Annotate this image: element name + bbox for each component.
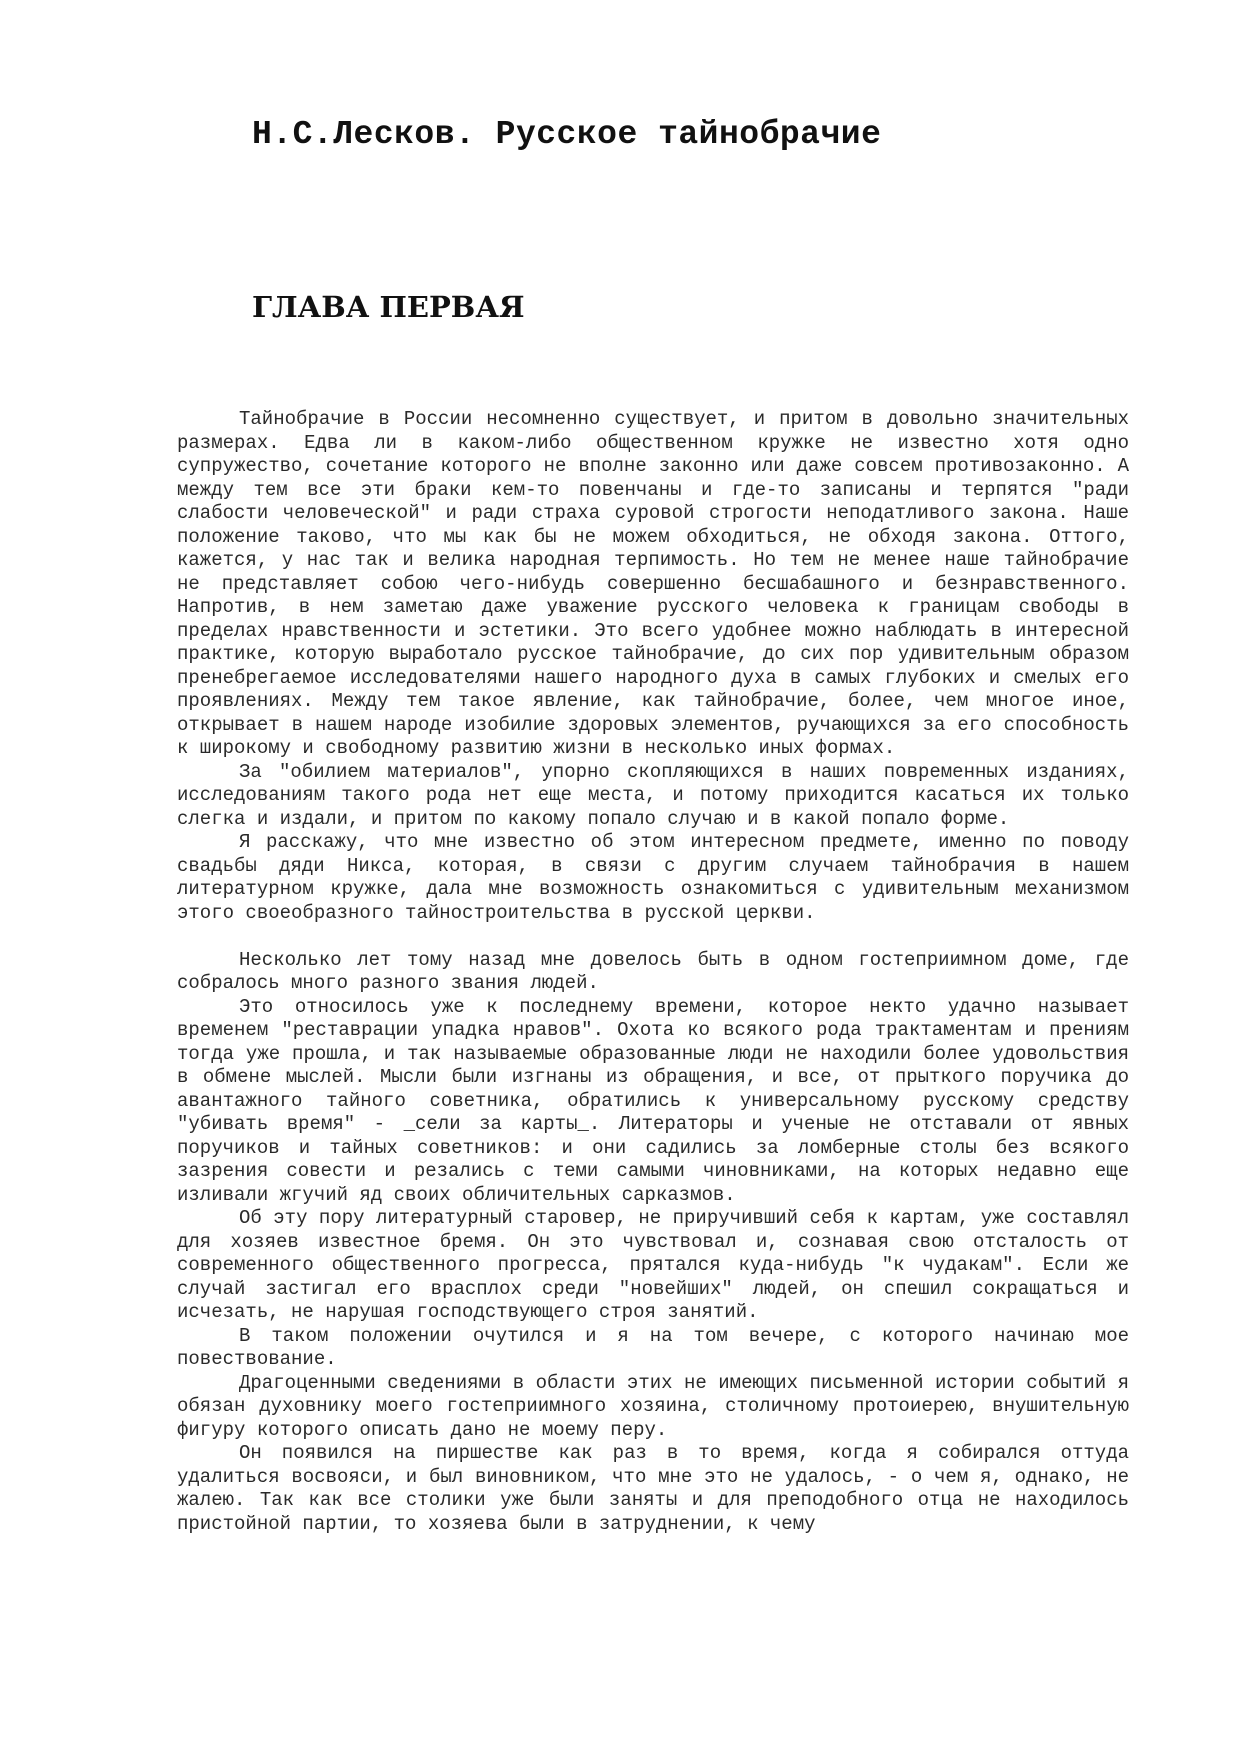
paragraph: Несколько лет тому назад мне довелось быть в одном гостеприимном доме, где собралось много разного звания людей. [177, 948, 1129, 994]
chapter-heading: ГЛАВА ПЕРВАЯ [252, 290, 525, 324]
paragraph: Он появился на пиршестве как раз в то время, когда я собирался оттуда удалиться восвояси, и был виновником, что мне это не удалось, - о чем я, однако, не жалею. Так как все столики уже были заняты и для преподобного отца не находилось пристойной партии, то хозяева были в затруднении, к чему [177, 1442, 1129, 1535]
body-text [177, 408, 1129, 1536]
document-title: Н.С.Лесков. Русское тайнобрачие [252, 116, 882, 153]
paragraph: Я расскажу, что мне известно об этом интересном предмете, именно по поводу свадьбы дяди Никса, которая, в связи с другим случаем тайнобрачия в нашем литературном кружке, дала мне возможность ознакомиться с удивительным механизмом этого своеобразного тайностроительства в русской церкви. [177, 831, 1129, 924]
paragraph: Драгоценными сведениями в области этих не имеющих письменной истории событий я обязан духовнику моего гостеприимного хозяина, столичному протоиерею, внушительную фигуру которого описать дано не моему перу. [177, 1371, 1129, 1441]
paragraph: Об эту пору литературный старовер, не приручивший себя к картам, уже составлял для хозяев известное бремя. Он это чувствовал и, сознавая свою отсталость от современного общественного прогресса, прятался куда-нибудь "к чудакам". Если же случай застигал его врасплох среди "новейших" людей, он спешил сокращаться и исчезать, не нарушая господствующего строя занятий. [177, 1207, 1129, 1323]
paragraph: За "обилием материалов", упорно скопляющихся в наших повременных изданиях, исследованиям такого рода нет еще места, и потому приходится касаться их только слегка и издали, и притом по какому попало случаю и в какой попало форме. [177, 760, 1129, 830]
paragraph: Это относилось уже к последнему времени, которое некто удачно называет временем "реставрации упадка нравов". Охота ко всякого рода трактаментам и прениям тогда уже прошла, и так называемые образованные люди не находили более удовольствия в обмене мыслей. Мысли были изгнаны из обращения, и все, от прыткого поручика до авантажного тайного советника, обратились к универсальному русскому средству "убивать время" - _сели за карты_. Литераторы и ученые не отставали от явных поручиков и тайных советников: и они садились за ломберные столы без всякого зазрения совести и резались с теми самыми чиновниками, на которых недавно еще изливали жгучий яд своих обличительных сарказмов. [177, 995, 1129, 1206]
paragraph: Тайнобрачие в России несомненно существует, и притом в довольно значительных размерах. Едва ли в каком-либо общественном кружке не известно хотя одно супружество, сочетание которого не вполне законно или даже совсем противозаконно. А между тем все эти браки кем-то повенчаны и где-то записаны и терпятся "ради слабости человеческой" и ради страха суровой строгости неподатливого закона. Наше положение таково, что мы как бы не можем обходиться, не обходя закона. Оттого, кажется, у нас так и велика народная терпимость. Но тем не менее наше тайнобрачие не представляет собою чего-нибудь совершенно бесшабашного и безнравственного. Напротив, в нем заметаю даже уважение русского человека к границам свободы в пределах нравственности и эстетики. Это всего удобнее можно наблюдать в интересной практике, которую выработало русское тайнобрачие, до сих пор удивительным образом пренебрегаемое исследователями нашего народного духа в самых глубоких и смелых его проявлениях. Между тем такое явление, как тайнобрачие, более, чем многое иное, открывает в нашем народе изобилие здоровых элементов, ручающихся за его способность к широкому и свободному развитию жизни в несколько иных формах. [177, 408, 1129, 759]
paragraph: В таком положении очутился и я на том вечере, с которого начинаю мое повествование. [177, 1324, 1129, 1370]
